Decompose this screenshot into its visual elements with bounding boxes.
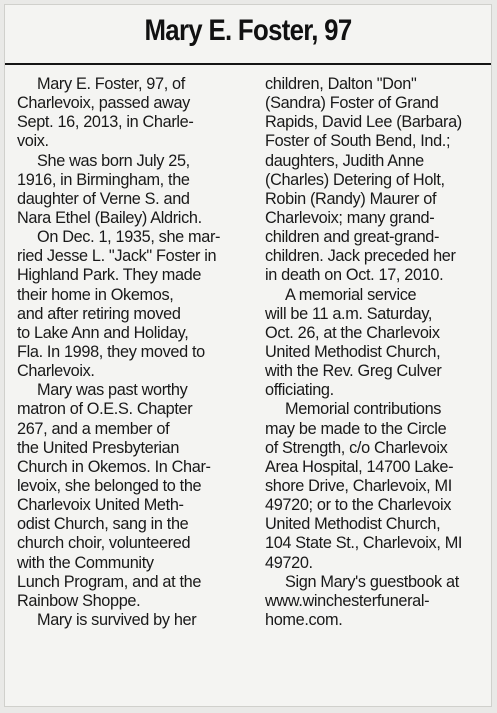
- text-line: Charlevoix, passed away: [17, 94, 190, 113]
- text-line: daughter of Verne S. and: [17, 189, 190, 208]
- text-line: Charlevoix United Meth-: [17, 496, 184, 515]
- text-line: odist Church, sang in the: [17, 515, 189, 534]
- text-line: to Lake Ann and Holiday,: [17, 323, 189, 342]
- text-line: shore Drive, Charlevoix, MI: [265, 476, 452, 495]
- text-line: their home in Okemos,: [17, 285, 174, 304]
- text-line: She was born July 25,: [37, 151, 190, 170]
- text-line: Mary E. Foster, 97, of: [37, 75, 185, 93]
- text-line: Foster of South Bend, Ind.;: [265, 132, 451, 151]
- text-line: may be made to the Circle: [265, 419, 447, 438]
- text-line: Church in Okemos. In Char-: [17, 457, 211, 476]
- headline: Mary E. Foster, 97: [144, 14, 352, 47]
- text-line: A memorial service: [285, 285, 417, 304]
- text-line: Memorial contributions: [285, 400, 442, 419]
- text-line: children. Jack preceded her: [265, 247, 456, 266]
- text-line: ried Jesse L. "Jack" Foster in: [17, 247, 217, 266]
- paragraph: [265, 75, 489, 286]
- text-line: Robin (Randy) Maurer of: [265, 189, 437, 208]
- text-line: officiating.: [265, 381, 334, 400]
- text-line: Lunch Program, and at the: [17, 572, 202, 591]
- text-line: with the Rev. Greg Culver: [265, 362, 442, 381]
- text-line: 49720.: [265, 553, 313, 572]
- text-line: Area Hospital, 14700 Lake-: [265, 457, 454, 476]
- text-line: Rapids, David Lee (Barbara): [265, 113, 462, 132]
- text-line: children and great-grand-: [265, 228, 440, 247]
- text-line: Sign Mary's guestbook at: [285, 572, 459, 591]
- text-line: Charlevoix; many grand-: [265, 208, 435, 227]
- text-line: Sept. 16, 2013, in Charle-: [17, 113, 194, 132]
- text-line: United Methodist Church,: [265, 515, 441, 534]
- text-line: 104 State St., Charlevoix, MI: [265, 534, 463, 553]
- paragraph: [17, 75, 253, 152]
- left-column: [17, 75, 253, 630]
- paragraph: [265, 286, 489, 401]
- text-line: (Charles) Detering of Holt,: [265, 170, 445, 189]
- paragraph: [17, 381, 253, 611]
- paragraph: [17, 152, 253, 229]
- text-line: children, Dalton "Don": [265, 75, 417, 93]
- text-line: 1916, in Birmingham, the: [17, 170, 190, 189]
- text-line: Oct. 26, at the Charlevoix: [265, 323, 440, 342]
- text-line: will be 11 a.m. Saturday,: [265, 304, 433, 323]
- text-line: On Dec. 1, 1935, she mar-: [37, 228, 221, 247]
- text-line: home.com.: [265, 610, 343, 629]
- obituary-clipping: [4, 4, 492, 707]
- text-line: voix.: [17, 132, 49, 151]
- text-line: daughters, Judith Anne: [265, 151, 424, 170]
- text-line: levoix, she belonged to the: [17, 476, 202, 495]
- text-line: Highland Park. They made: [17, 266, 202, 285]
- text-line: (Sandra) Foster of Grand: [265, 94, 439, 113]
- text-line: Charlevoix.: [17, 362, 95, 381]
- paragraph: [265, 400, 489, 572]
- text-line: 49720; or to the Charlevoix: [265, 496, 452, 515]
- paragraph: [265, 573, 489, 630]
- text-line: 267, and a member of: [17, 419, 170, 438]
- text-line: and after retiring moved: [17, 304, 181, 323]
- text-line: with the Community: [17, 553, 154, 572]
- text-line: www.winchesterfuneral-: [265, 591, 430, 610]
- text-line: matron of O.E.S. Chapter: [17, 400, 193, 419]
- text-line: Rainbow Shoppe.: [17, 591, 141, 610]
- text-line: the United Presbyterian: [17, 438, 180, 457]
- headline-rule: [5, 63, 491, 65]
- text-line: Mary is survived by her: [37, 610, 197, 629]
- text-line: of Strength, c/o Charlevoix: [265, 438, 448, 457]
- paragraph: [17, 228, 253, 381]
- text-line: in death on Oct. 17, 2010.: [265, 266, 444, 285]
- paragraph: [17, 611, 253, 630]
- text-line: Mary was past worthy: [37, 381, 188, 400]
- right-column: [265, 75, 489, 630]
- text-line: United Methodist Church,: [265, 342, 441, 361]
- text-line: church choir, volunteered: [17, 534, 191, 553]
- text-line: Fla. In 1998, they moved to: [17, 342, 205, 361]
- text-line: Nara Ethel (Bailey) Aldrich.: [17, 208, 202, 227]
